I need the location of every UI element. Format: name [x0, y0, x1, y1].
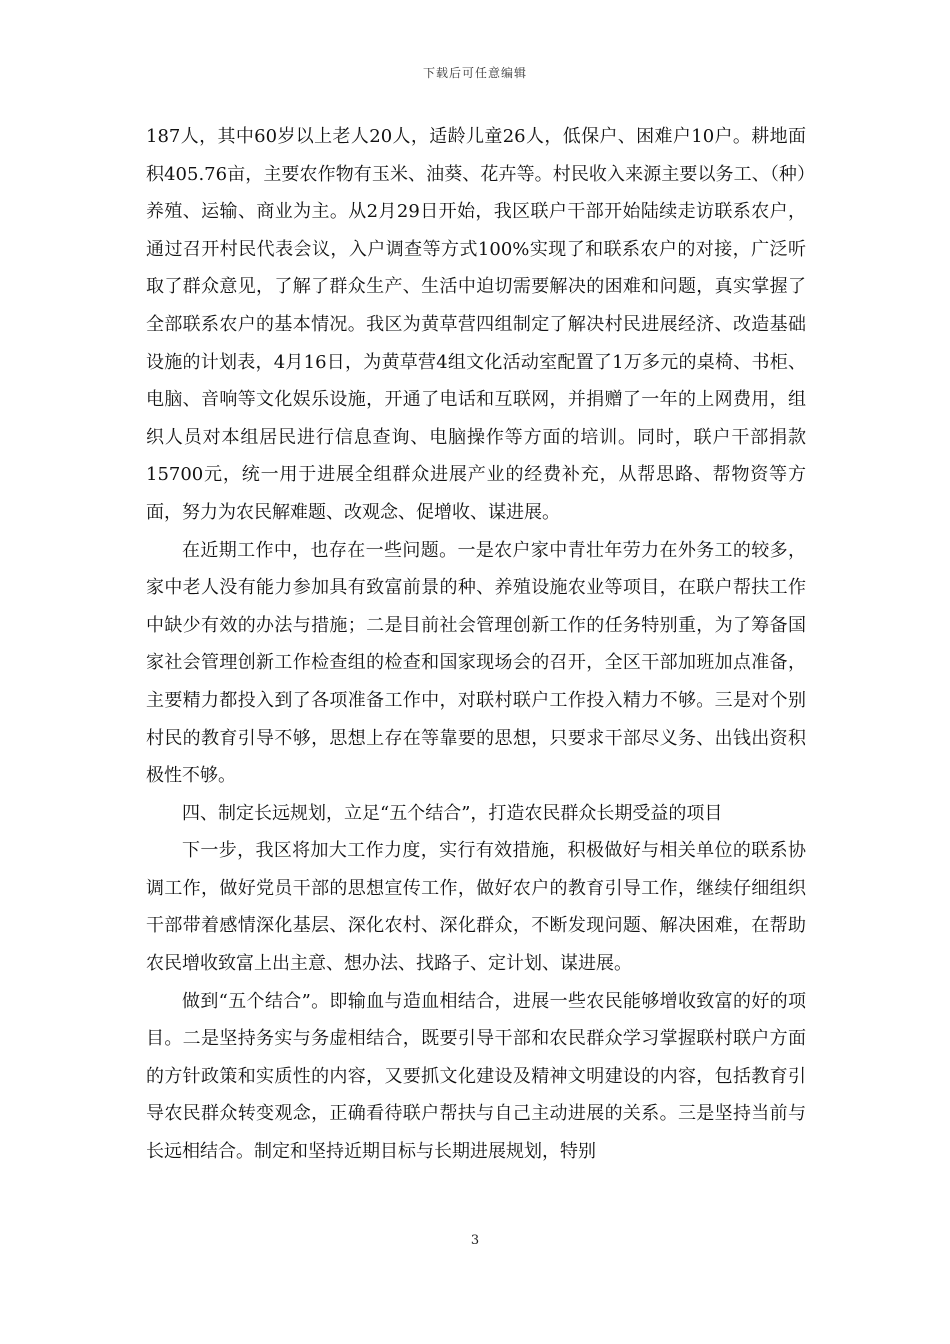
section-heading: 四、制定长远规划，立足“五个结合”，打造农民群众长期受益的项目	[182, 802, 723, 824]
paragraph-3: 下一步，我区将加大工作力度，实行有效措施，积极做好与相关单位的联系协调工作，做好党员干部的思想宣传工作，做好农户的教育引导工作，继续仔细组织干部带着感情深化基层、深化农村、深化群众，不断发现问题、解决困难，在帮助农民增收致富上出主意、想办法、找路子、定计划、谋进展。	[146, 840, 806, 975]
paragraph-4: 做到“五个结合”。即输血与造血相结合，进展一些农民能够增收致富的好的项目。二是坚持务实与务虚相结合，既要引导干部和农民群众学习掌握联村联户方面的方针政策和实质性的内容，又要抓文化建设及精神文明建设的内容，包括教育引导农民群众转变观念，正确看待联户帮扶与自己主动进展的关系。三是坚持当前与长远相结合。制定和坚持近期目标与长期进展规划，特别	[146, 990, 806, 1163]
page-number: 3	[470, 1233, 480, 1248]
paragraph-1: 187人，其中60岁以上老人20人，适龄儿童26人，低保户、困难户10户。耕地面积405.76亩，主要农作物有玉米、油葵、花卉等。村民收入来源主要以务工、（种）养殖、运输、商业为主。从2月29日开始，我区联户干部开始陆续走访联系农户，通过召开村民代表会议，入户调查等方式100%实现了和联系农户的对接，广泛听取了群众意见，了解了群众生产、生活中迫切需要解决的困难和问题，真实掌握了全部联系农户的基本情况。我区为黄草营四组制定了解决村民进展经济、改造基础设施的计划表，4月16日，为黄草营4组文化活动室配置了1万多元的桌椅、书柜、电脑、音响等文化娱乐设施，开通了电话和互联网，并捐赠了一年的上网费用，组织人员对本组居民进行信息查询、电脑操作等方面的培训。同时，联户干部捐款15700元，统一用于进展全组群众进展产业的经费补充，从帮思路、帮物资等方面，努力为农民解难题、改观念、促增收、谋进展。	[146, 126, 806, 523]
page-header: 下载后可任意编辑	[422, 66, 527, 80]
document-body	[146, 118, 806, 1171]
paragraph-2: 在近期工作中，也存在一些问题。一是农户家中青壮年劳力在外务工的较多，家中老人没有能力参加具有致富前景的种、养殖设施农业等项目，在联户帮扶工作中缺少有效的办法与措施；二是目前社会管理创新工作的任务特别重，为了筹备国家社会管理创新工作检查组的检查和国家现场会的召开，全区干部加班加点准备，主要精力都投入到了各项准备工作中，对联村联户工作投入精力不够。三是对个别村民的教育引导不够，思想上存在等靠要的思想，只要求干部尽义务、出钱出资积极性不够。	[146, 539, 806, 787]
